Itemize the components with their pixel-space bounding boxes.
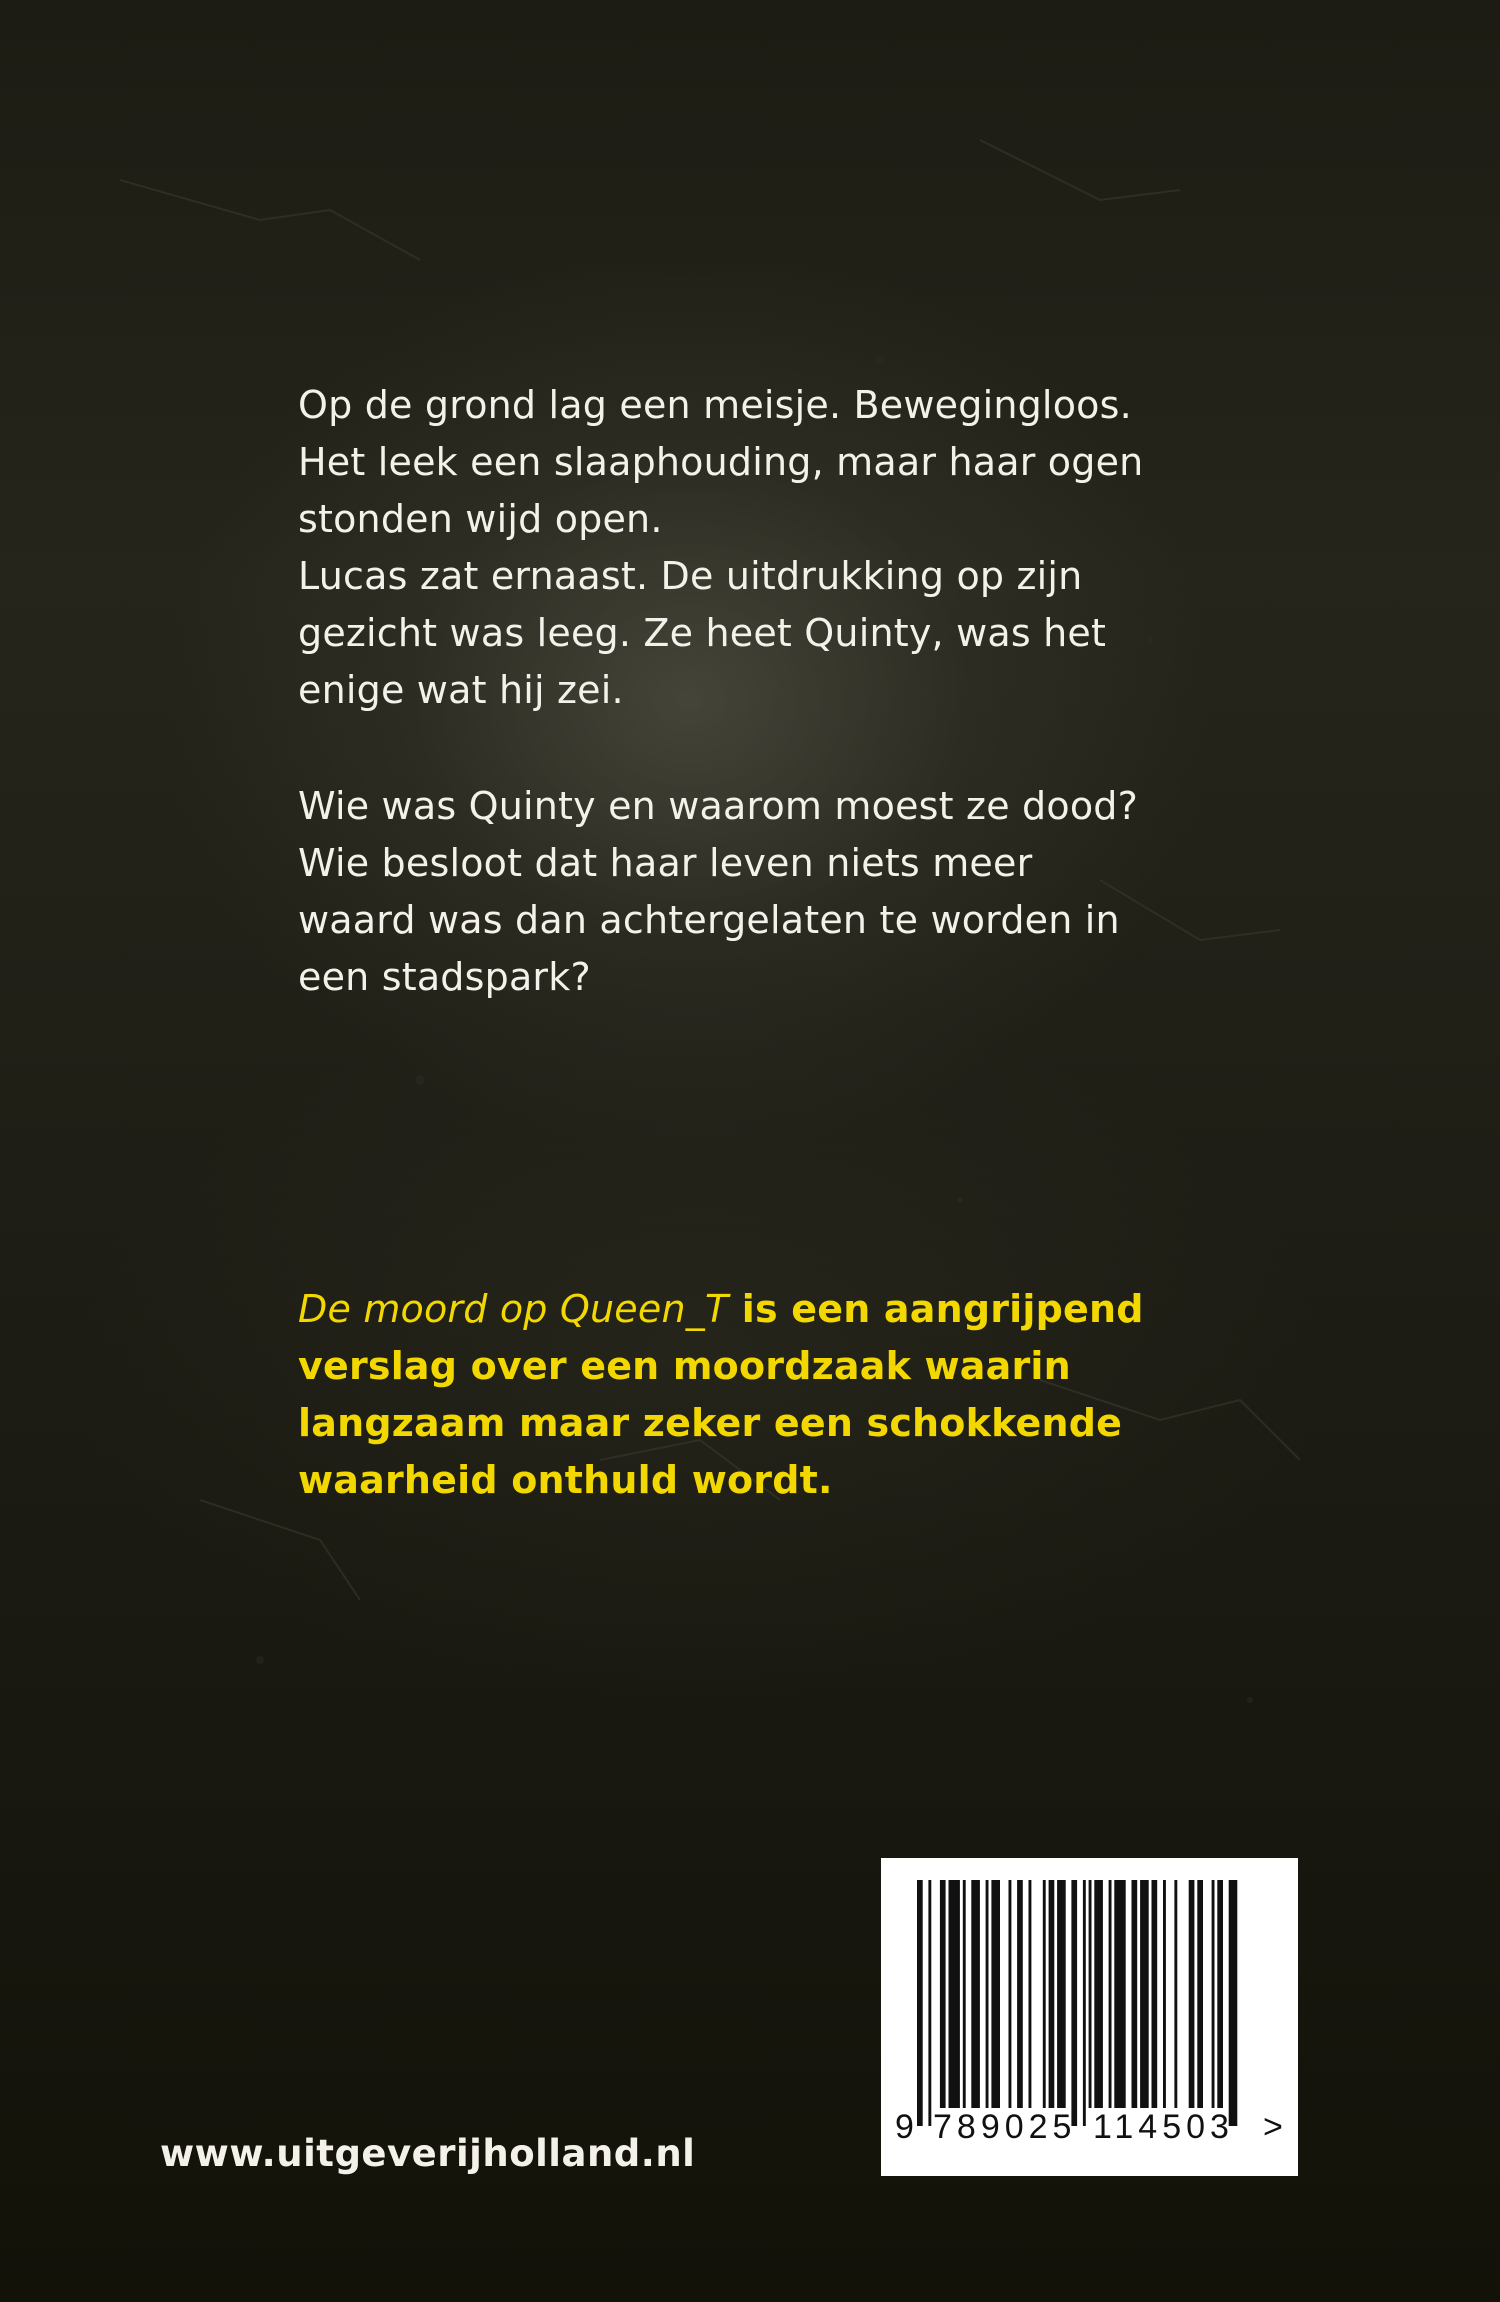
- blurb-line: een stadspark?: [298, 955, 591, 999]
- barcode-bar: [1089, 1880, 1092, 2108]
- barcode-bar: [1043, 1880, 1046, 2108]
- barcode-bar: [1049, 1880, 1055, 2108]
- isbn-barcode: [881, 1858, 1298, 2176]
- barcode-bar: [1212, 1880, 1215, 2108]
- tagline-line-3: langzaam maar zeker een schokkende: [298, 1401, 1123, 1445]
- tagline-line-1: [298, 1281, 1198, 1338]
- barcode-bar: [1071, 1880, 1077, 2126]
- blurb-line: waard was dan achtergelaten te worden in: [298, 898, 1120, 942]
- tagline-line-2: verslag over een moordzaak waarin: [298, 1344, 1071, 1388]
- barcode-bar: [928, 1880, 931, 2126]
- barcode-bar: [1094, 1880, 1103, 2108]
- barcode-bar: [1132, 1880, 1138, 2108]
- barcode-bar: [1152, 1880, 1158, 2108]
- tagline-line-4: waarheid onthuld wordt.: [298, 1458, 833, 1502]
- blurb-line: stonden wijd open.: [298, 497, 663, 541]
- barcode-bar: [991, 1880, 1000, 2108]
- blurb-paragraph-2: [298, 778, 1198, 1006]
- barcode-bar: [1163, 1880, 1166, 2108]
- barcode-bar: [1109, 1880, 1112, 2108]
- barcode-bar: [1017, 1880, 1023, 2108]
- publisher-website[interactable]: www.uitgeverijholland.nl: [160, 2132, 696, 2175]
- barcode-bar: [1114, 1880, 1125, 2108]
- blurb-line: gezicht was leeg. Ze heet Quinty, was het: [298, 611, 1107, 655]
- barcode-bar: [940, 1880, 946, 2108]
- barcode-bar: [1189, 1880, 1195, 2108]
- barcode-lead-digit: 9: [895, 2108, 914, 2146]
- book-title: De moord op Queen_T: [298, 1287, 729, 1331]
- blurb-line: Het leek een slaaphouding, maar haar ogen: [298, 440, 1144, 484]
- barcode-left-group: 789025: [933, 2108, 1077, 2146]
- blurb-line: Wie besloot dat haar leven niets meer: [298, 841, 1033, 885]
- barcode-bar: [1009, 1880, 1012, 2108]
- barcode-right-group: 114503: [1093, 2108, 1234, 2146]
- barcode-bar: [1197, 1880, 1203, 2108]
- barcode-bar: [1217, 1880, 1223, 2108]
- blurb-line: Op de grond lag een meisje. Bewegingloos.: [298, 383, 1132, 427]
- barcode-bar: [1229, 1880, 1238, 2126]
- barcode-bar: [986, 1880, 989, 2108]
- blurb-line: enige wat hij zei.: [298, 668, 624, 712]
- barcode-bar: [1029, 1880, 1032, 2108]
- tagline: [298, 1281, 1198, 1509]
- barcode-bar: [949, 1880, 960, 2108]
- barcode-bar: [971, 1880, 980, 2108]
- blurb-paragraph-1: [298, 377, 1198, 719]
- barcode-bar: [1174, 1880, 1177, 2108]
- blurb-line: Wie was Quinty en waarom moest ze dood?: [298, 784, 1138, 828]
- barcode-bar: [917, 1880, 923, 2126]
- barcode-bar: [963, 1880, 966, 2108]
- barcode-bars: [899, 1858, 1279, 2128]
- barcode-bar: [1140, 1880, 1149, 2108]
- barcode-bar: [1083, 1880, 1086, 2126]
- blurb-line: Lucas zat ernaast. De uitdrukking op zijn: [298, 554, 1083, 598]
- barcode-end-mark: >: [1263, 2108, 1283, 2146]
- tagline-text: is een aangrijpend: [728, 1287, 1144, 1331]
- barcode-bar: [1057, 1880, 1066, 2108]
